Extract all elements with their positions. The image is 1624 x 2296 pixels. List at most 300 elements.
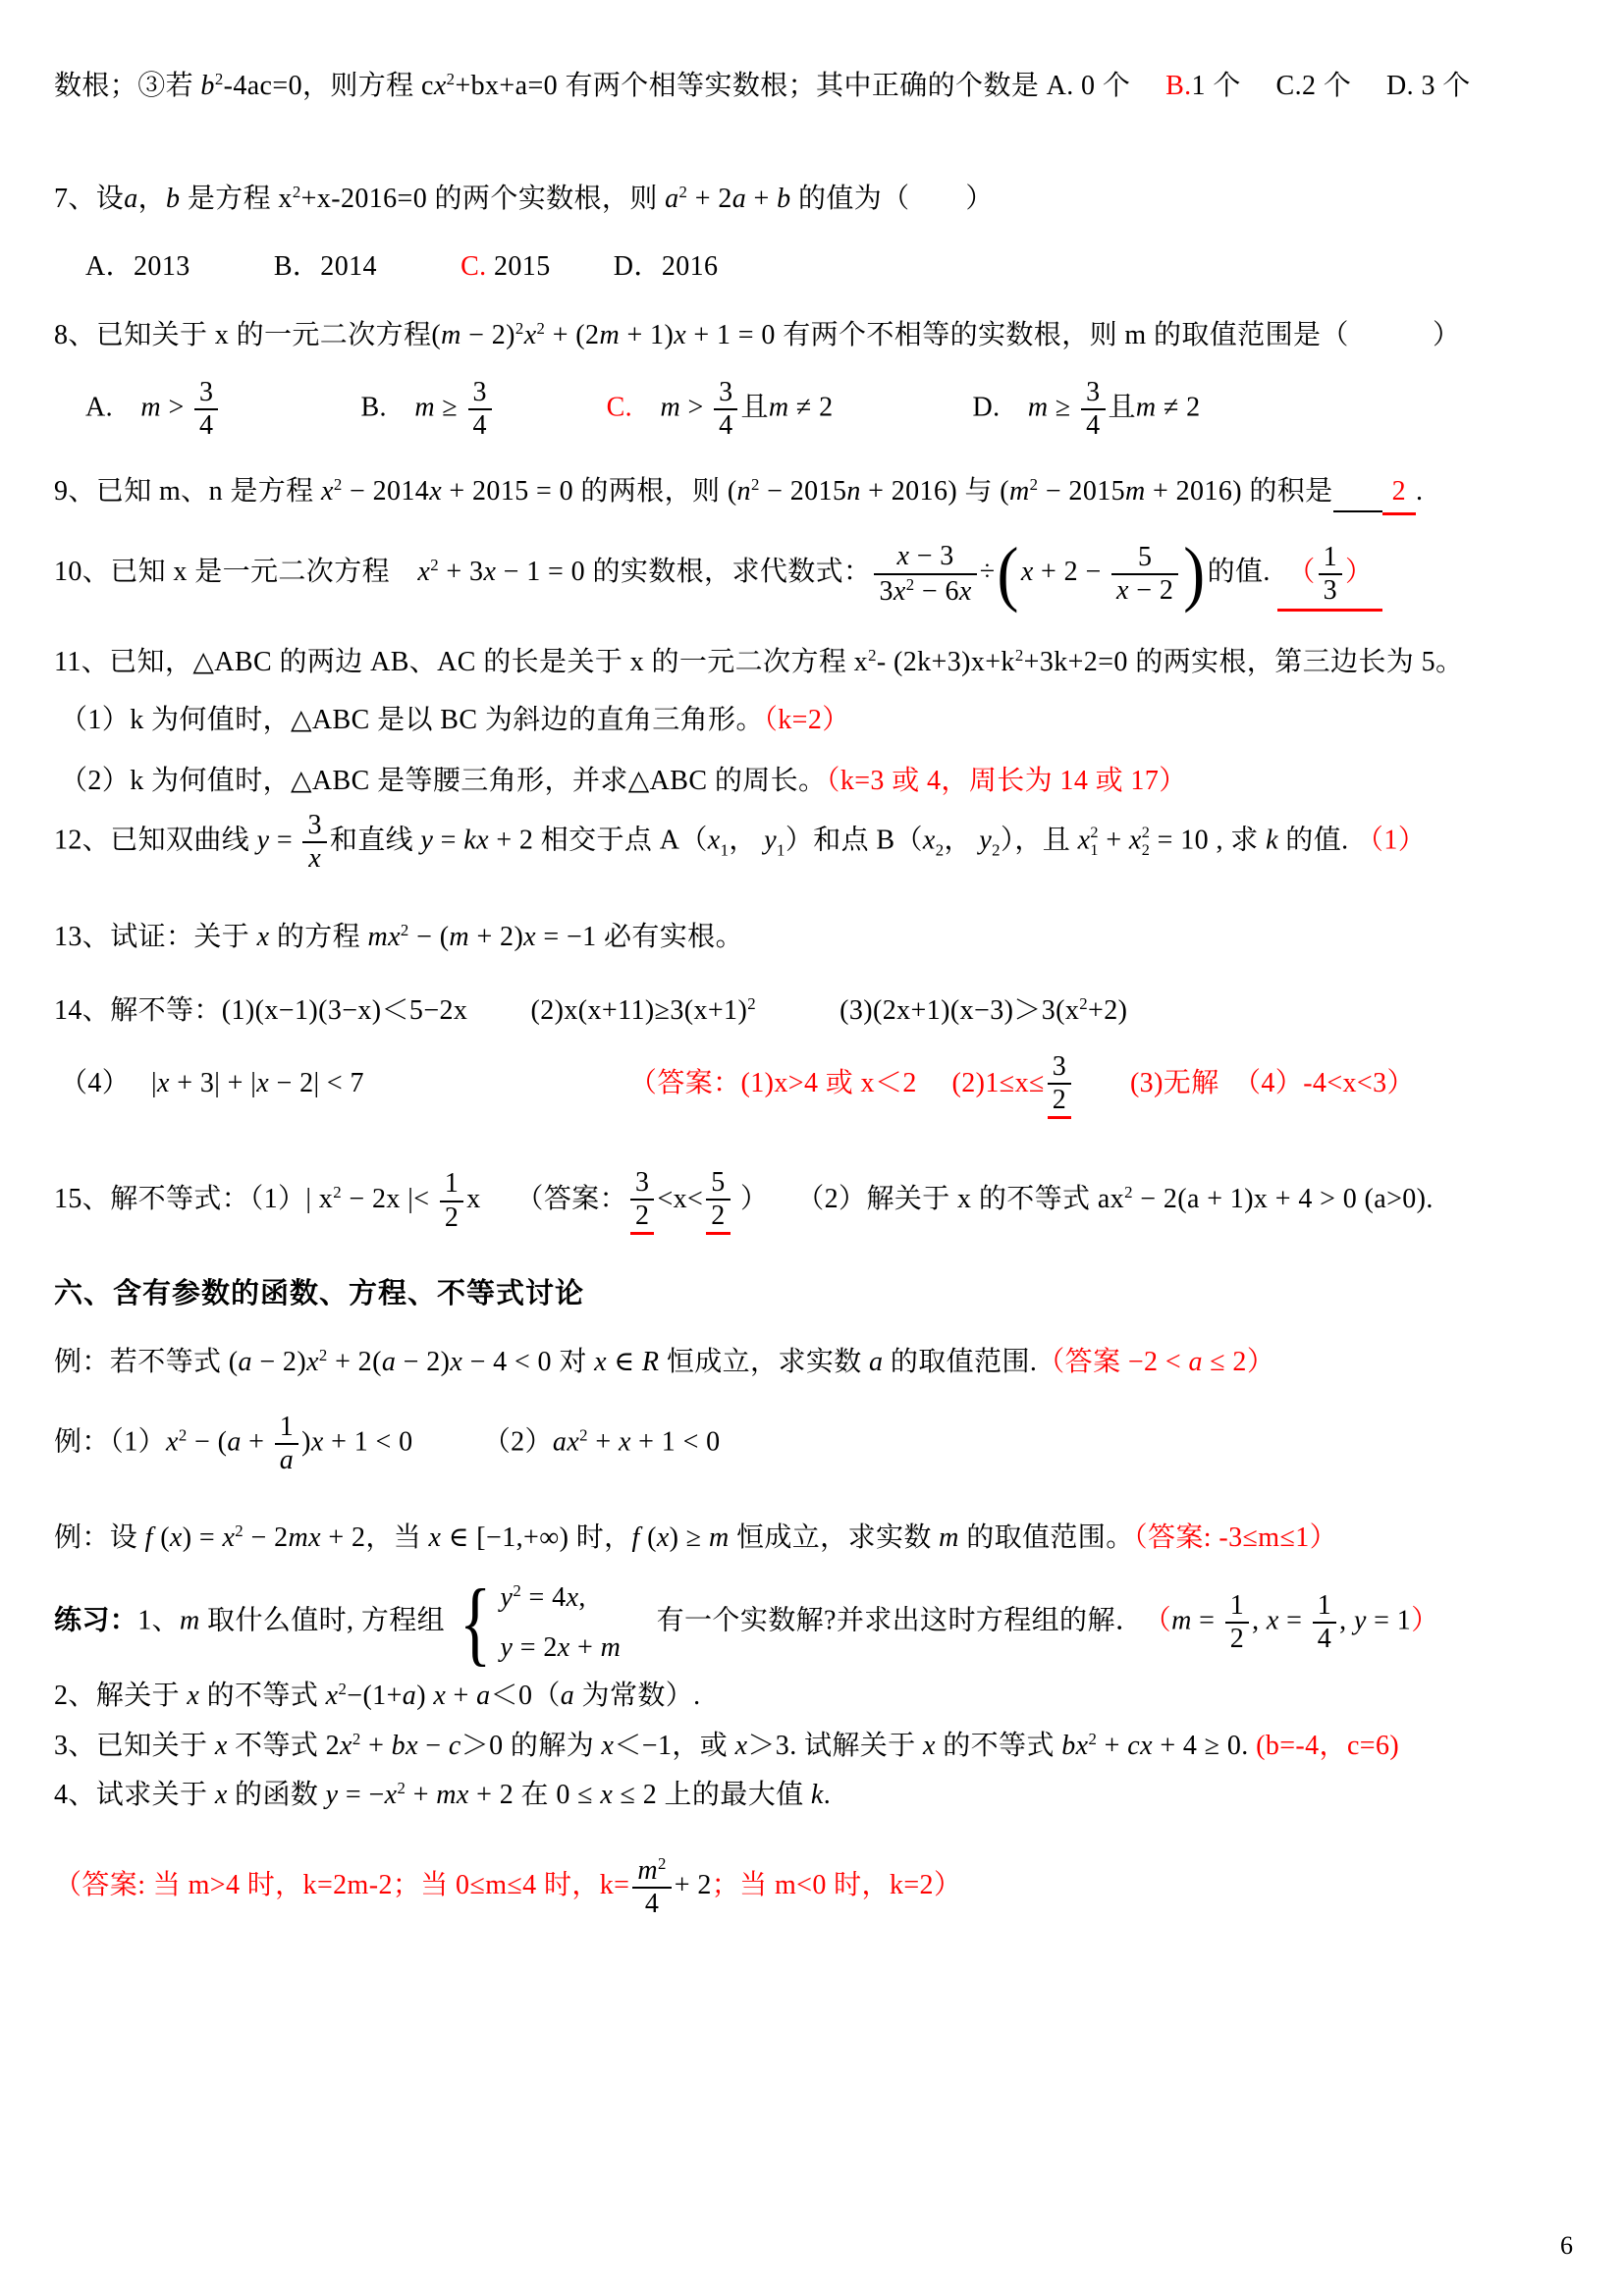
text-segment: (3)无解: [1074, 1067, 1219, 1098]
text-segment: a: [869, 1346, 884, 1377]
text-segment: +: [587, 1426, 619, 1458]
text-segment: ,: [1252, 1605, 1267, 1636]
text-segment: 的值.: [1207, 557, 1278, 588]
fraction-denominator: [1225, 1624, 1249, 1655]
text-segment: 2: [992, 840, 1001, 860]
text-segment: ∈ [−1,+∞) 时，: [441, 1522, 632, 1554]
text-segment: 2: [444, 1201, 460, 1233]
text-segment: ，: [137, 184, 167, 215]
text-segment: x: [169, 1522, 183, 1554]
fraction: [468, 377, 492, 442]
text-segment: + 2016) 与 (: [860, 476, 1009, 507]
text-segment: + 2): [469, 922, 524, 953]
fraction-denominator: [632, 1889, 671, 1920]
exercise-3: [54, 1727, 1591, 1765]
text-segment: + 2(: [327, 1346, 382, 1377]
text-segment: 2: [905, 574, 915, 594]
text-segment: ＜−1，或: [614, 1731, 735, 1762]
text-segment: (: [152, 1522, 170, 1554]
text-segment: =: [1191, 1605, 1222, 1636]
fraction: [1111, 542, 1178, 607]
text-segment: 2: [1014, 646, 1024, 666]
text-segment: x: [1077, 825, 1091, 856]
text-segment: 1: [1229, 1589, 1245, 1621]
text-segment: b: [1061, 1731, 1076, 1762]
text-segment: x: [1128, 825, 1142, 856]
text-segment: ,: [1339, 1605, 1354, 1636]
text-segment: ): [301, 1426, 311, 1458]
text-segment: +: [446, 1680, 477, 1711]
text-segment: − (: [187, 1426, 228, 1458]
text-segment: ）: [1345, 557, 1374, 588]
fraction-denominator: [1081, 410, 1105, 442]
text-segment: 2: [1088, 1730, 1098, 1749]
text-segment: x: [308, 842, 322, 874]
fraction-numerator: [1225, 1590, 1249, 1624]
text-segment: a: [560, 1680, 575, 1711]
text-segment: 2: [333, 475, 343, 495]
text-segment: (3)(2x+1)(x−3)＞3(x: [755, 995, 1080, 1027]
text-segment: m: [768, 392, 789, 423]
text-segment: m: [1009, 476, 1030, 507]
text-segment: +: [360, 1731, 392, 1762]
text-segment: − 2015: [1038, 476, 1126, 507]
text-segment: 2: [1391, 476, 1406, 507]
text-segment: − 2: [1128, 575, 1174, 606]
text-segment: a: [731, 184, 747, 215]
text-segment: <x<: [657, 1183, 704, 1214]
fraction: [302, 810, 326, 875]
text-segment: 2: [513, 1580, 522, 1600]
text-segment: + 2 相交于点 A（: [488, 825, 708, 856]
text-segment: m: [637, 1854, 658, 1886]
text-segment: kx: [463, 825, 489, 856]
text-segment: x: [896, 541, 910, 572]
text-segment: 15、解不等式：（1）| x: [54, 1183, 334, 1214]
text-segment: [1335, 476, 1363, 507]
fraction: [1081, 377, 1105, 442]
text-segment: m: [449, 922, 470, 953]
fraction: [714, 377, 737, 442]
text-segment: [364, 1068, 643, 1098]
fraction: [1225, 1590, 1249, 1655]
text-segment: − 6: [914, 575, 959, 607]
text-segment: 2: [1029, 475, 1039, 495]
text-segment: a: [402, 1680, 417, 1711]
text-segment: 1: [1317, 1589, 1332, 1621]
problem-11-part1: [54, 701, 1591, 739]
fraction-denominator: [302, 843, 326, 875]
problem-10: [54, 534, 1591, 614]
text-segment: =: [269, 825, 300, 856]
text-segment: | < 7: [313, 1067, 364, 1098]
problem-7-options: [54, 247, 1591, 286]
equation-column: [501, 1578, 622, 1667]
text-segment: a: [476, 1680, 491, 1711]
text-segment: 11、已知，△ABC 的两边 AB、AC 的长是关于 x 的一元二次方程 x: [54, 647, 869, 678]
text-segment: y: [420, 825, 434, 856]
text-segment: b: [777, 184, 791, 215]
text-segment: ；当 m<0 时，k=2）: [711, 1869, 962, 1900]
problem-13: [54, 918, 1591, 956]
text-segment: 2: [318, 1345, 328, 1364]
text-segment: ≠ 2: [1156, 392, 1201, 423]
text-segment: 2: [1229, 1623, 1245, 1654]
text-segment: ): [1183, 534, 1206, 614]
fraction-numerator: [1081, 377, 1105, 410]
exercise-2: [54, 1677, 1591, 1715]
text-segment: 2: [430, 556, 440, 575]
text-segment: 2: [1052, 1084, 1067, 1115]
text-segment: (: [997, 534, 1019, 614]
fraction-numerator: [194, 377, 218, 410]
text-segment: +: [406, 1780, 437, 1811]
text-segment: （k=3 或 4，周长为 14 或 17）: [826, 765, 1187, 796]
text-segment: b: [166, 184, 181, 215]
text-segment: ），且: [1000, 825, 1078, 856]
fraction-numerator: [874, 541, 976, 574]
text-segment: 4: [644, 1888, 660, 1919]
text-segment: B.: [221, 392, 415, 423]
text-segment: 2015 D．2016: [486, 251, 719, 283]
text-segment: 3: [719, 376, 733, 407]
text-segment: a: [238, 1346, 252, 1377]
text-segment: +bx+a=0 有两个相等实数根；其中正确的个数是 A. 0 个: [455, 71, 1166, 101]
fraction-denominator: [1313, 1624, 1336, 1655]
text-segment: − 2: [269, 1067, 314, 1098]
text-segment: x: [557, 1631, 570, 1663]
text-segment: m: [1135, 392, 1157, 423]
text-segment: a: [665, 184, 679, 215]
text-segment: x: [523, 319, 537, 350]
text-segment: 3: [1086, 376, 1101, 407]
equation-row: [501, 1578, 622, 1617]
text-segment: 3: [1323, 575, 1338, 606]
problem-14: [54, 991, 1591, 1030]
text-segment: ) ≥: [669, 1522, 709, 1554]
text-segment: m: [1125, 476, 1146, 507]
text-segment: 取什么值时, 方程组: [199, 1605, 446, 1636]
text-segment: 的函数: [227, 1780, 326, 1811]
text-segment: （: [1157, 1605, 1172, 1636]
text-segment: − 3: [909, 541, 954, 572]
text-segment: x: [1020, 557, 1034, 588]
text-segment: +: [746, 184, 778, 215]
text-segment: 1: [1323, 541, 1338, 572]
text-segment: ≠ 2 D.: [788, 392, 1028, 423]
text-segment: −: [417, 1731, 449, 1762]
fraction-denominator: [714, 410, 737, 442]
text-segment: = 2: [513, 1631, 558, 1663]
exercise-1: [54, 1569, 1591, 1675]
sup-sub-stack: [1090, 825, 1099, 860]
text-segment: 的不等式: [199, 1680, 326, 1711]
text-segment: 4: [719, 409, 733, 441]
text-segment: 恒成立，求实数: [659, 1346, 870, 1377]
text-segment: mx: [436, 1780, 469, 1811]
text-segment: − 2015: [759, 476, 847, 507]
text-segment: 六、含有参数的函数、方程、不等式讨论: [54, 1278, 585, 1310]
problem-11-part2: [54, 762, 1591, 800]
text-segment: x: [523, 922, 536, 953]
example-2: [54, 1412, 1591, 1476]
text-segment: 2: [635, 1201, 650, 1232]
fraction: [874, 541, 976, 607]
section-6-heading: [54, 1274, 1591, 1314]
text-segment: n: [736, 476, 751, 507]
text-segment: 5: [1137, 541, 1153, 572]
text-segment: 1: [279, 1412, 295, 1443]
underline-group: [1382, 472, 1416, 515]
text-segment: x: [1116, 575, 1129, 606]
text-segment: − (: [408, 922, 450, 953]
sup-sub-stack: [1142, 825, 1151, 860]
text-segment: x: [433, 1680, 447, 1711]
text-segment: R: [641, 1346, 660, 1377]
text-segment: − 2): [396, 1346, 451, 1377]
text-segment: 1: [720, 840, 730, 860]
underline-group: [1333, 472, 1382, 512]
text-segment: + 2016) 的积是: [1145, 476, 1333, 507]
text-segment: 且: [740, 392, 769, 423]
text-segment: B.: [1165, 71, 1192, 101]
text-segment: x: [214, 1780, 228, 1811]
text-segment: + 1 < 0 （2）: [323, 1426, 553, 1458]
line-continuation: [54, 67, 1591, 105]
text-segment: ): [416, 1680, 434, 1711]
text-segment: 有一个实数解?并求出这时方程组的解．: [628, 1605, 1158, 1636]
text-segment: 4: [1317, 1623, 1332, 1654]
underline-group: [1277, 542, 1382, 612]
text-segment: ) =: [182, 1522, 223, 1554]
text-segment: b: [200, 71, 215, 101]
text-segment: 4: [1086, 409, 1101, 441]
text-segment: + 2 −: [1033, 557, 1110, 588]
text-segment: A.: [85, 392, 141, 423]
text-segment: − 2: [244, 1522, 289, 1554]
text-segment: 3: [307, 809, 322, 840]
text-segment: 例：若不等式 (: [54, 1346, 239, 1377]
text-segment: 1: [777, 840, 785, 860]
text-segment: x: [1266, 1605, 1279, 1636]
text-segment: y: [500, 1581, 514, 1613]
text-segment: ÷: [979, 557, 996, 588]
text-segment: + 4 ≥ 0.: [1152, 1731, 1257, 1762]
text-segment: m: [600, 1631, 622, 1663]
text-segment: x: [325, 1680, 339, 1711]
text-segment: + 2: [687, 184, 732, 215]
text-segment: x: [256, 1067, 270, 1098]
text-segment: − 2): [251, 1346, 307, 1377]
text-segment: =: [1278, 1605, 1310, 1636]
superscript: 2: [1090, 824, 1099, 842]
text-segment: ≥: [1048, 392, 1079, 423]
text-segment: 1 个 C.2 个 D. 3 个: [1191, 71, 1471, 101]
text-segment: 13、试证：关于: [54, 922, 257, 953]
text-segment: - (2k+3)x+k: [876, 647, 1015, 678]
text-segment: 是方程 x: [180, 184, 293, 215]
fraction: [440, 1168, 463, 1233]
text-segment: >: [161, 392, 192, 423]
text-segment: m: [939, 1522, 959, 1554]
text-segment: (b=-4，c=6): [1256, 1731, 1400, 1762]
text-segment: m: [180, 1605, 200, 1636]
text-segment: （k=2）: [763, 705, 850, 736]
text-segment: −(1+: [347, 1680, 403, 1711]
fraction-numerator: [1319, 542, 1342, 575]
text-segment: 5: [711, 1166, 726, 1198]
text-segment: x: [567, 1426, 580, 1458]
fraction: [1313, 1590, 1336, 1655]
text-segment: 的值为（ ）: [790, 184, 994, 215]
text-segment: 2: [178, 1425, 188, 1445]
text-segment: y: [256, 825, 270, 856]
text-segment: + 2，当: [320, 1522, 429, 1554]
text-segment: （4） |: [60, 1067, 158, 1098]
text-segment: （: [1287, 557, 1316, 588]
text-segment: x: [483, 557, 497, 588]
text-segment: x: [310, 1426, 324, 1458]
text-segment: x: [384, 1780, 398, 1811]
text-segment: [495, 392, 607, 422]
text-segment: 10、已知 x 是一元二次方程: [54, 557, 418, 588]
text-segment: x: [320, 476, 334, 507]
text-segment: 14、解不等：(1)(x−1)(3−x)＜5−2x (2)x(x+11)≥3(x+1): [54, 995, 748, 1027]
superscript: 2: [1141, 824, 1151, 842]
fraction-denominator: [194, 410, 218, 442]
text-segment: 2: [292, 183, 301, 202]
text-segment: 练习：: [54, 1604, 138, 1635]
text-segment: y: [325, 1780, 339, 1811]
text-segment: x: [433, 71, 447, 101]
text-segment: m: [1171, 1605, 1192, 1636]
text-segment: 2: [935, 840, 945, 860]
fraction-numerator: [1313, 1590, 1336, 1624]
text-segment: 的不等式: [935, 1731, 1062, 1762]
text-segment: （1）k 为何值时，△ABC 是以 BC 为斜边的直角三角形。: [60, 705, 764, 736]
text-segment: 2: [338, 1679, 348, 1698]
fraction-numerator: [275, 1412, 298, 1445]
text-segment: （答案 −2 <: [1037, 1346, 1189, 1377]
text-segment: x: [417, 557, 431, 588]
fraction-numerator: [1111, 542, 1178, 575]
text-segment: ＞0 的解为: [460, 1731, 602, 1762]
text-segment: C.: [606, 392, 633, 423]
equation-system: [453, 1569, 622, 1675]
text-segment: ） （2）解关于 x 的不等式 ax: [732, 1183, 1125, 1214]
text-segment: x: [214, 1731, 228, 1762]
text-segment: ）和点 B（: [785, 825, 923, 856]
text-segment: y: [979, 825, 993, 856]
text-segment: = −1 必有实根。: [536, 922, 743, 953]
text-segment: m: [441, 319, 461, 350]
text-segment: = −: [338, 1780, 385, 1811]
fraction-denominator: [1319, 575, 1342, 607]
text-segment: >: [680, 392, 712, 423]
fraction-numerator: [1048, 1051, 1071, 1085]
text-segment: ＞3. 试解关于: [747, 1731, 924, 1762]
text-segment: x: [674, 319, 687, 350]
text-segment: 12、已知双曲线: [54, 825, 257, 856]
text-segment: 2: [352, 1730, 361, 1749]
text-segment: + 2015 = 0 的两根，则 (: [442, 476, 737, 507]
text-segment: [632, 392, 660, 422]
text-segment: x: [594, 1346, 607, 1377]
text-segment: n: [846, 476, 861, 507]
text-segment: = 1: [1366, 1605, 1412, 1636]
text-segment: 2: [747, 994, 756, 1014]
text-segment: a: [279, 1445, 295, 1476]
text-segment: +3k+2=0 的两实根，第三边长为 5。: [1023, 647, 1464, 678]
text-segment: x: [618, 1426, 631, 1458]
text-segment: x: [157, 1067, 170, 1098]
text-segment: a: [227, 1426, 242, 1458]
left-brace: {: [460, 1569, 492, 1675]
fraction-numerator: [468, 377, 492, 410]
text-segment: k: [810, 1780, 824, 1811]
text-segment: 4、试求关于: [54, 1780, 215, 1811]
text-segment: -4ac=0，则方程 c: [223, 71, 434, 101]
text-segment: 2: [333, 1182, 343, 1201]
text-segment: 2: [750, 475, 760, 495]
text-segment: + 1 = 0 有两个不相等的实数根，则 m 的取值范围是（ ）: [686, 319, 1461, 350]
equation-row: [501, 1629, 622, 1667]
text-segment: x: [656, 1522, 670, 1554]
text-segment: m: [1027, 392, 1049, 423]
text-segment: (: [639, 1522, 657, 1554]
problem-8: [54, 316, 1591, 354]
text-segment: | + |: [214, 1067, 257, 1098]
problem-14-part4: [54, 1051, 1591, 1119]
text-segment: +x-2016=0 的两个实数根，则: [300, 184, 666, 215]
text-segment: (: [431, 319, 442, 350]
exercise-4: [54, 1776, 1591, 1814]
problem-12: [54, 810, 1591, 875]
problem-15: [54, 1167, 1591, 1235]
text-segment: C.: [460, 251, 487, 283]
exercise-4-answer: [54, 1854, 1591, 1920]
text-segment: 9、已知 m、n 是方程: [54, 476, 321, 507]
text-segment: 为常数）.: [574, 1680, 701, 1711]
text-segment: x: [340, 1731, 352, 1762]
text-segment: 例：（1）: [54, 1426, 167, 1458]
text-segment: f: [631, 1522, 640, 1554]
text-segment: x: [429, 476, 443, 507]
fraction-numerator: [630, 1167, 654, 1201]
text-segment: f: [144, 1522, 153, 1554]
text-segment: m: [140, 392, 162, 423]
text-segment: 2: [400, 921, 409, 940]
fraction-numerator: [302, 810, 326, 843]
text-segment: x: [1075, 1731, 1089, 1762]
text-segment: mx: [367, 922, 401, 953]
text-segment: mx: [288, 1522, 321, 1554]
text-segment: 2: [536, 318, 546, 338]
text-segment: + 1 < 0: [630, 1426, 721, 1458]
text-segment: 的取值范围。: [958, 1522, 1134, 1554]
example-1: [54, 1343, 1591, 1381]
text-segment: + 3: [169, 1067, 215, 1098]
fraction-numerator: [440, 1168, 463, 1201]
fraction: [1319, 542, 1342, 607]
text-segment: 8、已知关于 x 的一元二次方程: [54, 319, 432, 350]
example-3: [54, 1519, 1591, 1557]
text-segment: = 10 , 求: [1150, 825, 1267, 856]
text-segment: x: [600, 1780, 614, 1811]
text-segment: 2: [514, 318, 524, 338]
text-segment: a: [552, 1426, 568, 1458]
text-segment: − 1 = 0: [496, 557, 593, 588]
